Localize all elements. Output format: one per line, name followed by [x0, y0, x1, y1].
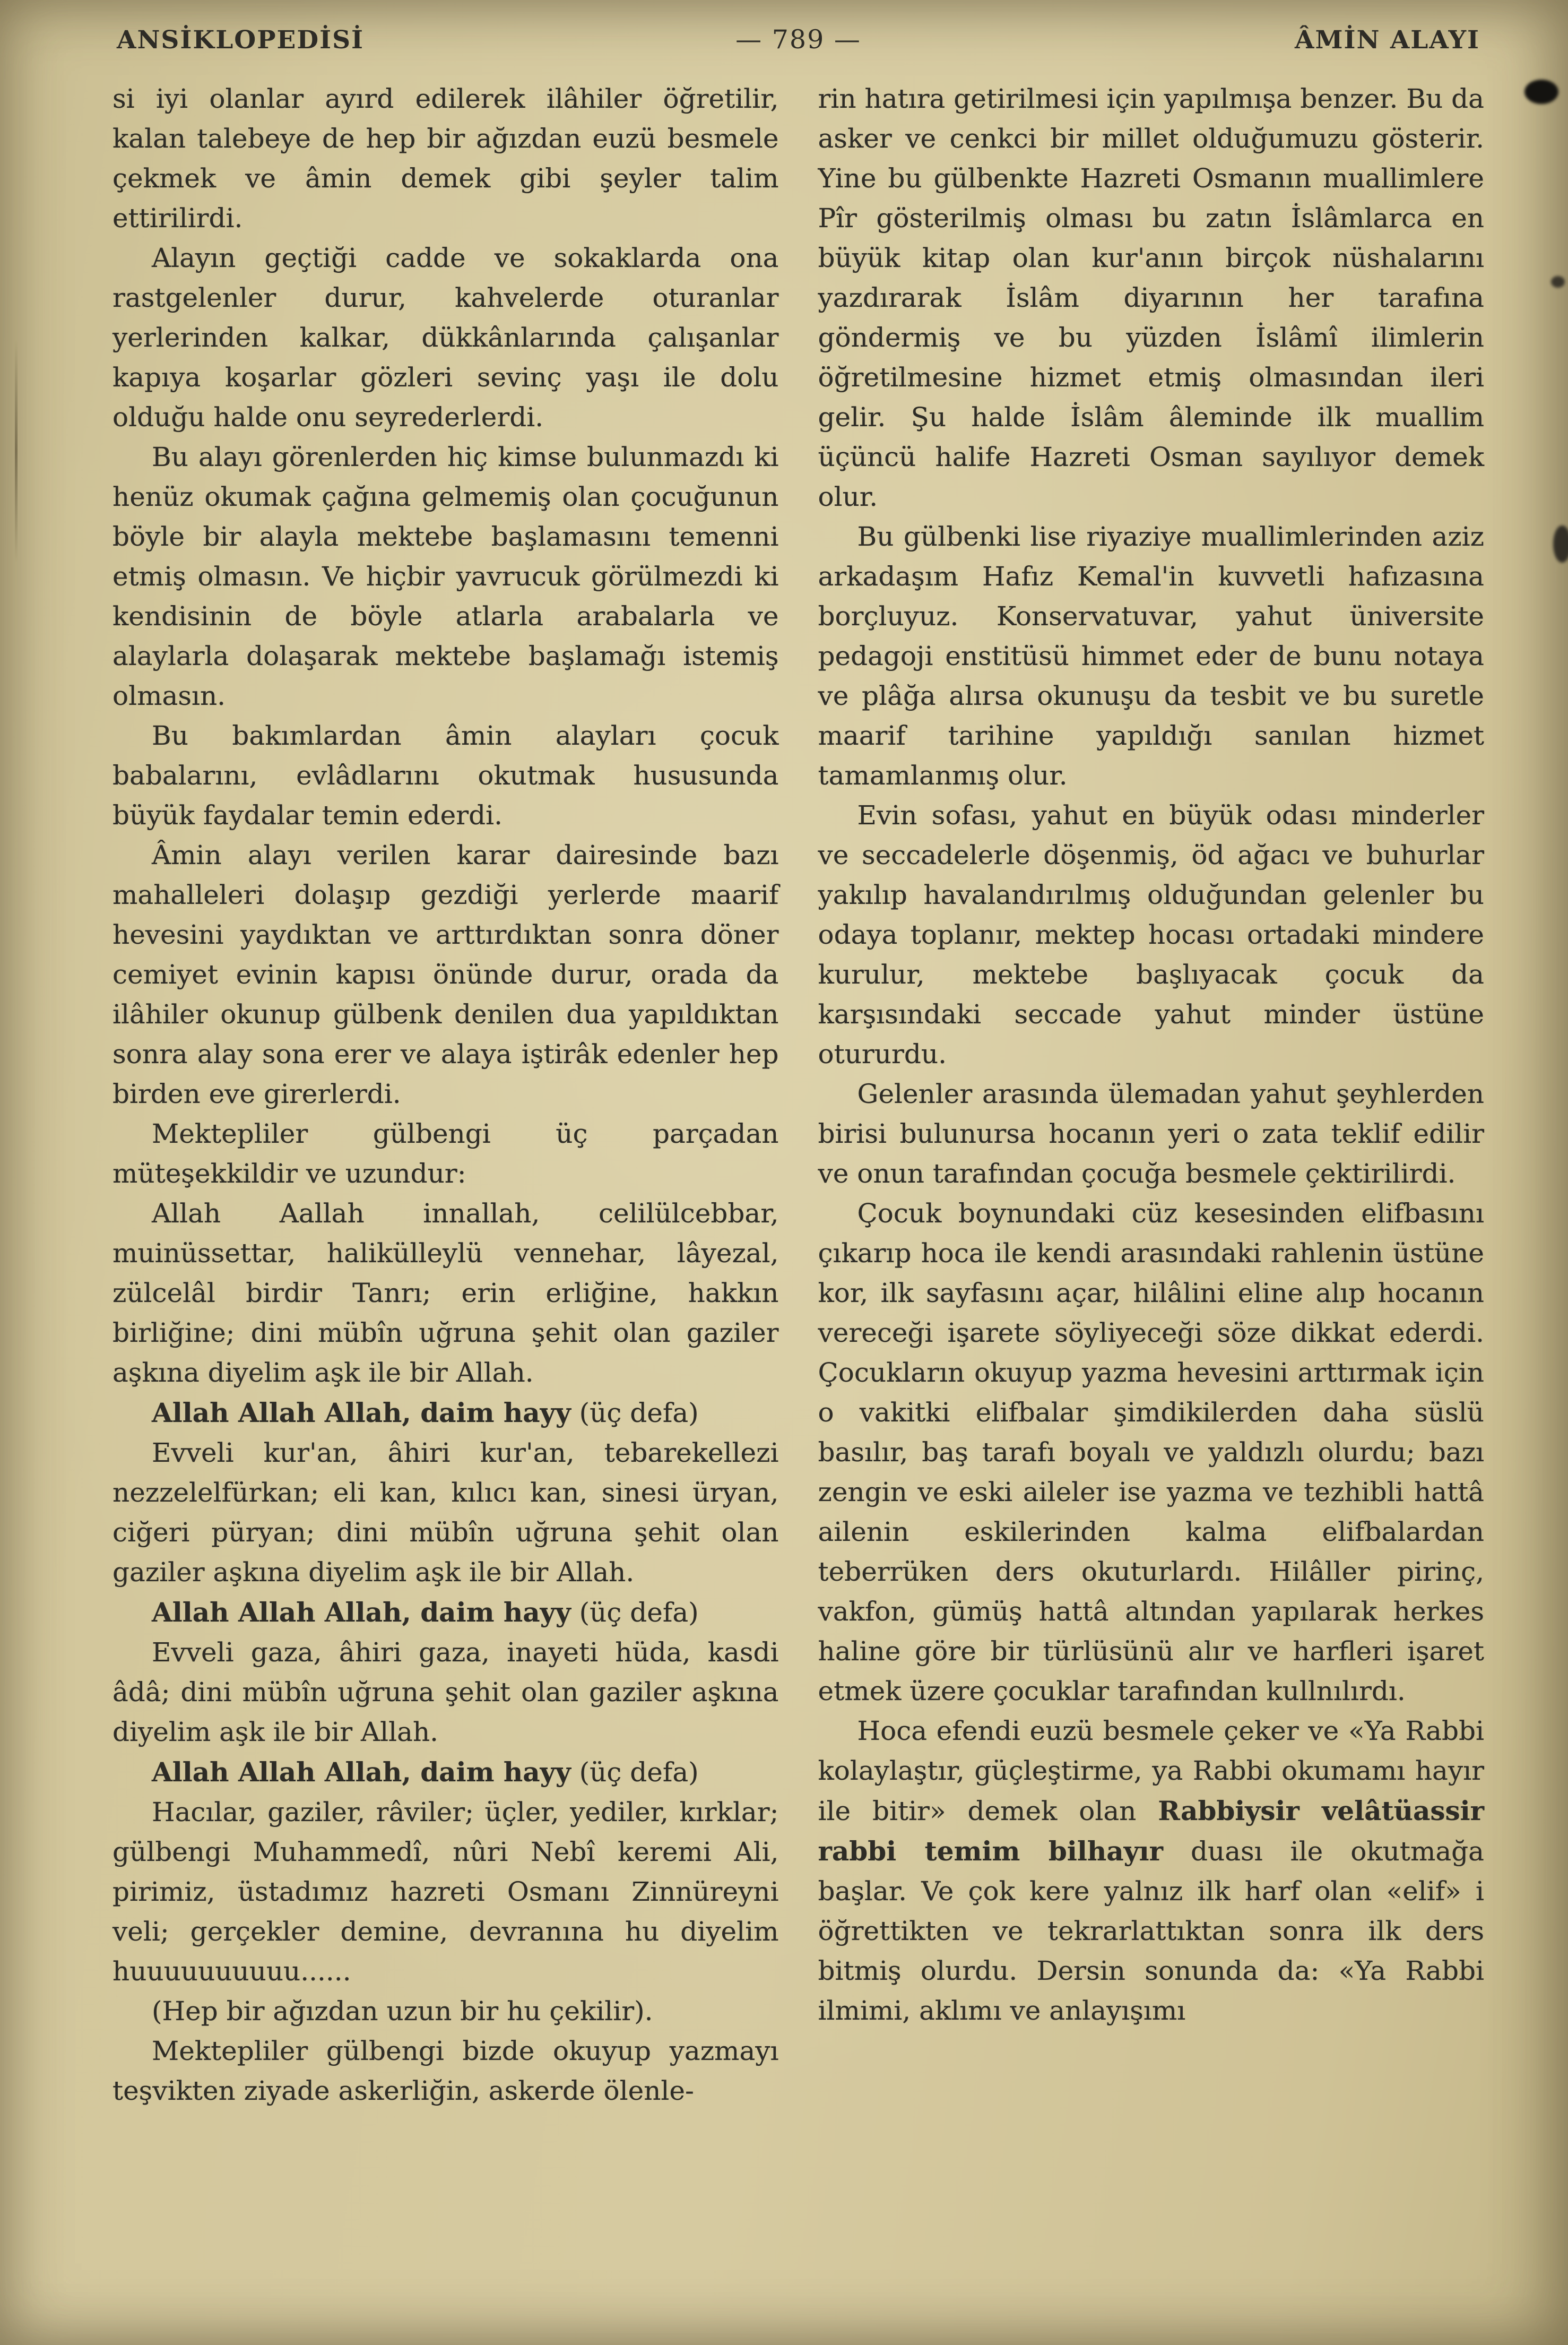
header-article-title: ÂMİN ALAYI [1295, 25, 1480, 55]
text-run: Bu alayı görenlerden hiç kimse bulunmazdı ki henüz okumak çağına gelmemiş olan çocuğunun böyle bir alayla mektebe başlamasını temenni etmiş olmasın. Ve hiçbir yavrucuk görülmezdi ki kendisinin de böyle atlarla arabalarla ve alaylarla dolaşarak mektebe başlamağı istemiş olmasın. [112, 442, 779, 711]
paragraph [112, 1991, 779, 2031]
header-page-number: — 789 — [735, 24, 861, 55]
text-run: (üç defa) [570, 1757, 699, 1788]
scan-artifact [1551, 276, 1565, 288]
paragraph [112, 437, 779, 716]
paragraph [818, 79, 1485, 517]
text-run: rin hatıra getirilmesi için yapılmışa benzer. Bu da asker ve cenkci bir millet olduğumuzu gösterir. Yine bu gülbenkte Hazreti Osmanın muallimlere Pîr gösterilmiş olması bu zatın İslâmlarca en büyük kitap olan kur'anın birçok nüshalarını yazdırarak İslâm diyarının her tarafına göndermiş ve bu yüzden İslâmî ilimlerin öğretilmesine hizmet etmiş olmasından ileri gelir. Şu halde İslâm âleminde ilk muallim üçüncü halife Hazreti Osman sayılıyor demek olur. [818, 83, 1484, 512]
text-run: Âmin alayı verilen karar dairesinde bazı mahalleleri dolaşıp gezdiği yerlerde maarif hevesini yaydıktan ve arttırdıktan sonra döner cemiyet evinin kapısı önünde durur, orada da ilâhiler okunup gülbenk denilen dua yapıldıktan sonra alay sona erer ve alaya iştirâk edenler hep birden eve girerlerdi. [112, 840, 779, 1109]
text-run: (üç defa) [570, 1597, 699, 1628]
paragraph [112, 1752, 779, 1792]
text-run: Evveli kur'an, âhiri kur'an, tebarekellezi nezzelelfürkan; eli kan, kılıcı kan, sinesi üryan, ciğeri püryan; dini mübîn uğruna şehit olan gaziler aşkına diyelim aşk ile bir Allah. [112, 1437, 779, 1588]
scan-artifact [1524, 80, 1558, 104]
bold-text-run: Allah Allah Allah, daim hayy [152, 1756, 571, 1788]
paragraph [112, 716, 779, 835]
text-run: Alayın geçtiği cadde ve sokaklarda ona rastgelenler durur, kahvelerde oturanlar yerlerinden kalkar, dükkânlarında çalışanlar kapıya koşarlar gözleri sevinç yaşı ile dolu olduğu halde onu seyrederlerdi. [112, 243, 779, 433]
paragraph [112, 1592, 779, 1633]
paragraph [112, 238, 779, 437]
text-run: duası ile okutmağa başlar. Ve çok kere yalnız ilk harf olan «elif» i öğrettikten ve tekrarlattıktan sonra ilk ders bitmiş olurdu. Dersin sonunda da: «Ya Rabbi ilmimi, aklımı ve anlayışımı [818, 1836, 1484, 2026]
page-fold-mark [15, 340, 18, 563]
running-header [112, 24, 1484, 55]
text-run: Çocuk boynundaki cüz kesesinden elifbasını çıkarıp hoca ile kendi arasındaki rahlenin üstüne kor, ilk sayfasını açar, hilâlini eline alıp hocanın vereceği işarete söyliyeceği söze dikkat ederdi. Çocukların okuyup yazma hevesini arttırmak için o vakitki elifbalar şimdikilerden daha süslü basılır, baş tarafı boyalı ve yaldızlı olurdu; bazı zengin ve eski aileler ise yazma ve tezhibli hattâ ailenin eskilerinden kalma elifbalardan teberrüken ders okuturlardı. Hilâller pirinç, vakfon, gümüş hattâ altından yapılarak herkes haline göre bir türlüsünü alır ve harfleri işaret etmek üzere çocuklar tarafından kullnılırdı. [818, 1198, 1484, 1706]
bold-text-run: Rabbiysir velâtüassir rabbi temim bilhayır [818, 1795, 1484, 1867]
text-run: Evveli gaza, âhiri gaza, inayeti hüda, kasdi âdâ; dini mübîn uğruna şehit olan gaziler aşkına diyelim aşk ile bir Allah. [112, 1637, 779, 1747]
paragraph [818, 1074, 1485, 1194]
paragraph [112, 1114, 779, 1194]
text-run: Bu bakımlardan âmin alayları çocuk babalarını, evlâdlarını okutmak hususunda büyük faydalar temin ederdi. [112, 720, 779, 831]
text-run: Mektepliler gülbengi bizde okuyup yazmayı teşvikten ziyade askerliğin, askerde ölenle- [112, 2036, 779, 2106]
paragraph [818, 1194, 1485, 1711]
paragraph [112, 835, 779, 1114]
paragraph [112, 2031, 779, 2111]
paragraph [112, 1194, 779, 1393]
paragraph [112, 1792, 779, 1991]
text-run: (Hep bir ağızdan uzun bir hu çekilir). [152, 1996, 653, 2027]
page-content [112, 24, 1484, 2324]
text-run: Evin sofası, yahut en büyük odası minderler ve seccadelerle döşenmiş, öd ağacı ve buhurlar yakılıp havalandırılmış olduğundan gelenler bu odaya toplanır, mektep hocası ortadaki mindere kurulur, mektebe başlıyacak çocuk da karşısındaki seccade yahut minder üstüne otururdu. [818, 800, 1484, 1070]
paragraph [112, 1433, 779, 1592]
two-column-body [112, 79, 1484, 2111]
paragraph [112, 79, 779, 238]
column-left [112, 79, 779, 2111]
header-work-title: ANSİKLOPEDİSİ [117, 25, 365, 55]
text-run: Mektepliler gülbengi üç parçadan müteşekkildir ve uzundur: [112, 1118, 779, 1189]
paragraph [112, 1633, 779, 1752]
text-run: Bu gülbenki lise riyaziye muallimlerinden aziz arkadaşım Hafız Kemal'in kuvvetli hafızasına borçluyuz. Konservatuvar, yahut üniversite pedagoji enstitüsü himmet eder de bunu notaya ve plâğa alırsa okunuşu da tesbit ve bu suretle maarif tarihine yapıldığı sanılan hizmet tamamlanmış olur. [818, 521, 1484, 791]
bold-text-run: Allah Allah Allah, daim hayy [152, 1397, 571, 1428]
text-run: (üç defa) [570, 1398, 699, 1428]
paragraph [818, 1711, 1485, 2031]
text-run: Gelenler arasında ülemadan yahut şeyhlerden birisi bulunursa hocanın yeri o zata teklif edilir ve onun tarafından çocuğa besmele çektirilirdi. [818, 1079, 1484, 1189]
paragraph [818, 517, 1485, 796]
paragraph [818, 796, 1485, 1074]
paragraph [112, 1393, 779, 1433]
bold-text-run: Allah Allah Allah, daim hayy [152, 1597, 571, 1628]
text-run: si iyi olanlar ayırd edilerek ilâhiler öğretilir, kalan talebeye de hep bir ağızdan euzü besmele çekmek ve âmin demek gibi şeyler talim ettirilirdi. [112, 83, 779, 234]
text-run: Hoca efendi euzü besmele çeker ve «Ya Rabbi kolaylaştır, güçleştirme, ya Rabbi okumamı hayır ile bitir» demek olan [818, 1715, 1484, 1826]
column-right [818, 79, 1485, 2111]
scan-artifact [1553, 525, 1568, 563]
text-run: Hacılar, gaziler, râviler; üçler, yediler, kırklar; gülbengi Muhammedî, nûri Nebî keremi Ali, pirimiz, üstadımız hazreti Osmanı Zinnüreyni veli; gerçekler demine, devranına hu diyelim huuuuuuuuuu...... [112, 1797, 779, 1987]
text-run: Allah Aallah innallah, celilülcebbar, muinüssettar, halikülleylü vennehar, lâyezal, zülcelâl birdir Tanrı; erin erliğine, hakkın birliğine; dini mübîn uğruna şehit olan gaziler aşkına diyelim aşk ile bir Allah. [112, 1198, 779, 1388]
